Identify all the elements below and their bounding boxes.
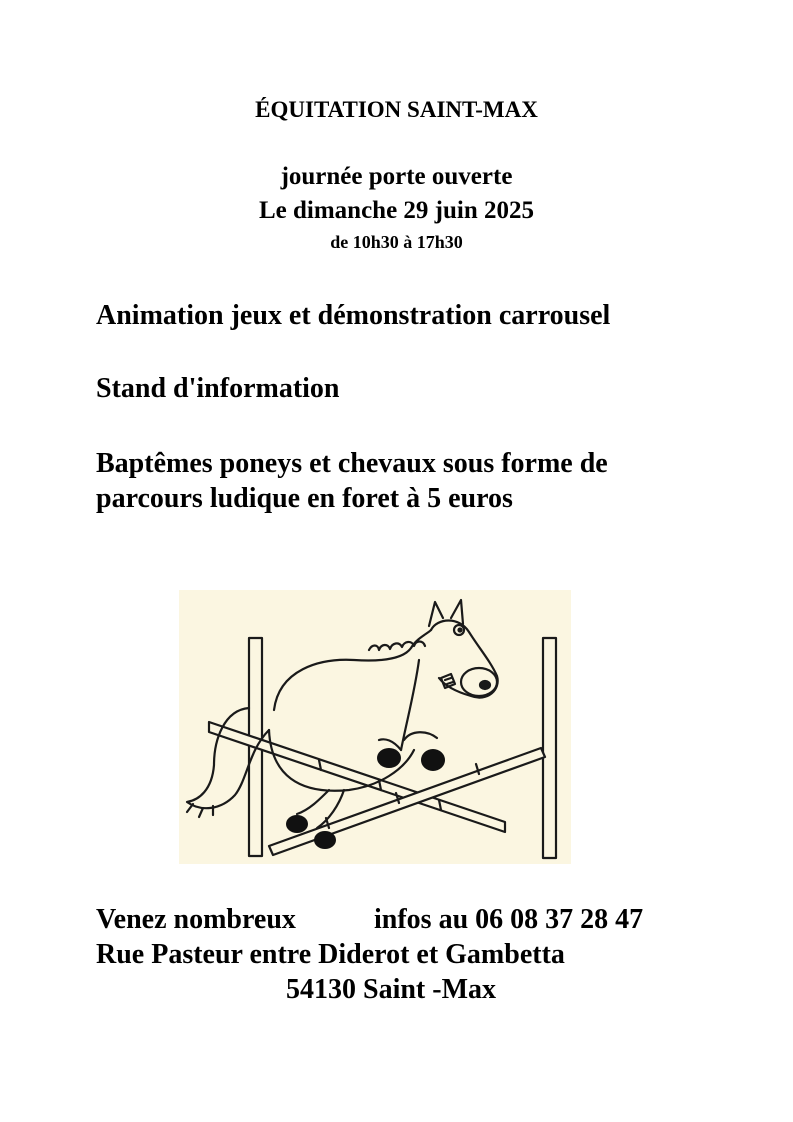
event-hours: de 10h30 à 17h30: [330, 232, 463, 252]
activity-bapteme-line1: Baptêmes poneys et chevaux sous forme de: [96, 448, 608, 479]
activity-stand: Stand d'information: [96, 373, 340, 404]
footer-street: Rue Pasteur entre Diderot et Gambetta: [96, 939, 565, 970]
activity-bapteme-line2: parcours ludique en foret à 5 euros: [96, 483, 513, 514]
event-subtitle: journée porte ouverte: [280, 163, 513, 190]
footer-phone: infos au 06 08 37 28 47: [374, 904, 644, 935]
footer-contact-line: [96, 904, 644, 936]
activity-carrousel: Animation jeux et démonstration carrousel: [96, 300, 611, 331]
horse-jump-icon: [179, 590, 571, 864]
footer-invite: Venez nombreux: [96, 904, 296, 935]
footer-city: 54130 Saint -Max: [286, 974, 496, 1005]
page-title: ÉQUITATION SAINT-MAX: [255, 97, 538, 122]
event-date: Le dimanche 29 juin 2025: [258, 197, 535, 224]
horse-jumping-illustration: [179, 590, 571, 864]
